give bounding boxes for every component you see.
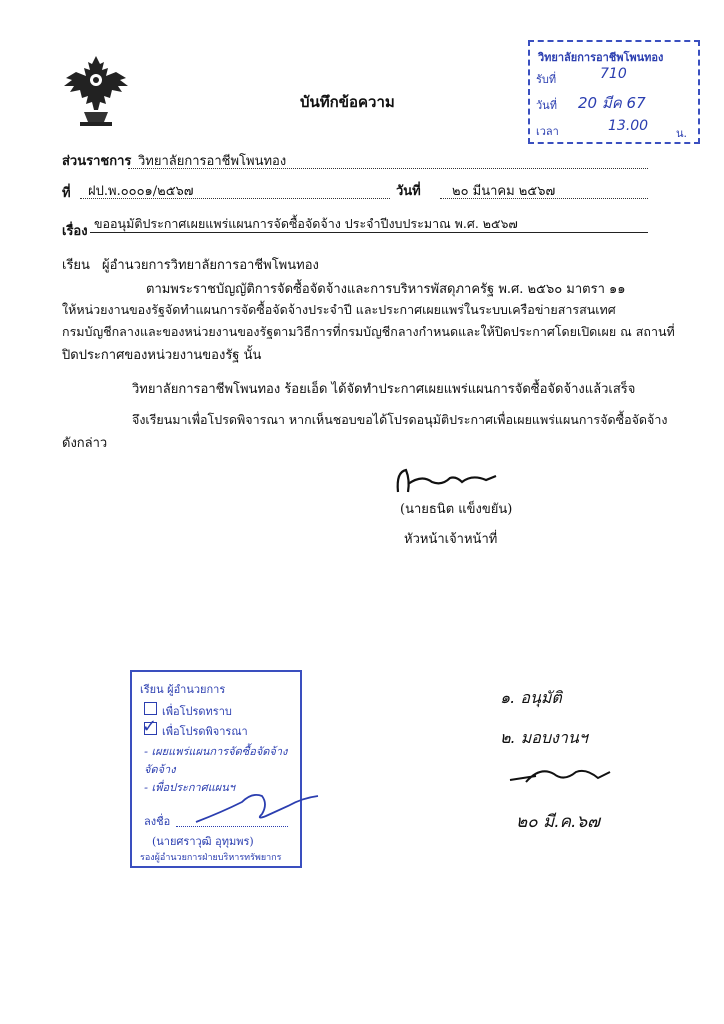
ref-label: ที่ bbox=[62, 186, 71, 201]
body-p1-line2: ให้หน่วยงานของรัฐจัดทำแผนการจัดซื้อจัดจ้างประจำปี และประกาศเผยแพร่ในระบบเครือข่ายสารสนเทศ bbox=[62, 302, 616, 317]
director-note-date: ๒๐ มี.ค.๖๗ bbox=[516, 812, 600, 832]
director-note-1: ๑. อนุมัติ bbox=[500, 688, 562, 707]
receipt-org: วิทยาลัยการอาชีพโพนทอง bbox=[538, 51, 664, 64]
department-underline bbox=[128, 168, 648, 169]
receipt-date-label: วันที่ bbox=[536, 99, 557, 112]
body-p3-line1: จึงเรียนมาเพื่อโปรดพิจารณา หากเห็นชอบขอได้โปรดอนุมัติประกาศเพื่อเผยแพร่แผนการจัดซื้อจัดจ้าง bbox=[132, 412, 668, 427]
receipt-time-value: 13.00 bbox=[608, 118, 649, 134]
receipt-time-suffix: น. bbox=[676, 127, 688, 140]
approval-hand2: จัดจ้าง bbox=[144, 763, 176, 776]
date-value: ๒๐ มีนาคม ๒๕๖๗ bbox=[452, 184, 556, 199]
page-title: บันทึกข้อความ bbox=[300, 93, 395, 111]
approval-opt1: เพื่อโปรดทราบ bbox=[162, 705, 232, 718]
receipt-no-label: รับที่ bbox=[536, 73, 557, 86]
body-p1-line3: กรมบัญชีกลางและของหน่วยงานของรัฐตามวิธีการที่กรมบัญชีกลางกำหนดและให้ปิดประกาศโดยเปิดเผย ณ สถานที่ bbox=[62, 324, 675, 339]
signer-name: (นายธนิต แข็งขยัน) bbox=[400, 502, 513, 517]
approval-sign-label: ลงชื่อ bbox=[144, 815, 171, 828]
date-underline bbox=[440, 198, 648, 199]
department-label: ส่วนราชการ bbox=[62, 154, 132, 169]
subject-label: เรื่อง bbox=[62, 224, 88, 239]
body-p1-line4: ปิดประกาศของหน่วยงานของรัฐ นั้น bbox=[62, 348, 262, 363]
salutation-label: เรียน bbox=[62, 258, 90, 273]
subject-underline bbox=[90, 232, 648, 233]
signer-position: หัวหน้าเจ้าหน้าที่ bbox=[404, 532, 498, 547]
subject-value: ขออนุมัติประกาศเผยแพร่แผนการจัดซื้อจัดจ้าง ประจำปีงบประมาณ พ.ศ. ๒๕๖๗ bbox=[94, 216, 518, 231]
department-value: วิทยาลัยการอาชีพโพนทอง bbox=[138, 154, 287, 169]
director-signature-scribble bbox=[506, 762, 616, 792]
director-note-2: ๒. มอบงานฯ bbox=[500, 728, 588, 747]
ref-value: ฝป.พ.๐๐๐๑/๒๕๖๗ bbox=[88, 184, 194, 199]
approval-signature-scribble bbox=[192, 782, 322, 828]
body-p1-line1: ตามพระราชบัญญัติการจัดซื้อจัดจ้างและการบริหารพัสดุภาครัฐ พ.ศ. ๒๕๖๐ มาตรา ๑๑ bbox=[146, 282, 626, 297]
approval-to: เรียน ผู้อำนวยการ bbox=[140, 683, 226, 696]
receipt-date-value: 20 มีค 67 bbox=[578, 94, 646, 112]
garuda-emblem-icon bbox=[60, 52, 132, 130]
checkmark-icon: ✓ bbox=[142, 716, 158, 737]
checkbox-acknowledge bbox=[144, 702, 157, 715]
body-p2: วิทยาลัยการอาชีพโพนทอง ร้อยเอ็ด ได้จัดทำประกาศเผยแพร่แผนการจัดซื้อจัดจ้างแล้วเสร็จ bbox=[132, 382, 636, 397]
receipt-no-value: 710 bbox=[600, 66, 627, 82]
receipt-time-label: เวลา bbox=[536, 125, 559, 138]
approval-name: (นายศราวุฒิ อุทุมพร) bbox=[152, 835, 254, 848]
signature-scribble bbox=[392, 464, 504, 498]
receipt-stamp bbox=[528, 40, 700, 144]
approval-opt2: เพื่อโปรดพิจารณา bbox=[162, 725, 248, 738]
approval-stamp bbox=[130, 670, 302, 868]
salutation-value: ผู้อำนวยการวิทยาลัยการอาชีพโพนทอง bbox=[102, 258, 319, 273]
body-p3-line2: ดังกล่าว bbox=[62, 436, 108, 451]
approval-hand3: - เพื่อประกาศแผนฯ bbox=[144, 781, 235, 794]
ref-underline bbox=[80, 198, 390, 199]
approval-position: รองผู้อำนวยการฝ่ายบริหารทรัพยากร bbox=[140, 853, 282, 863]
date-label: วันที่ bbox=[396, 184, 421, 199]
approval-hand1: - เผยแพร่แผนการจัดซื้อจัดจ้าง bbox=[144, 745, 288, 758]
